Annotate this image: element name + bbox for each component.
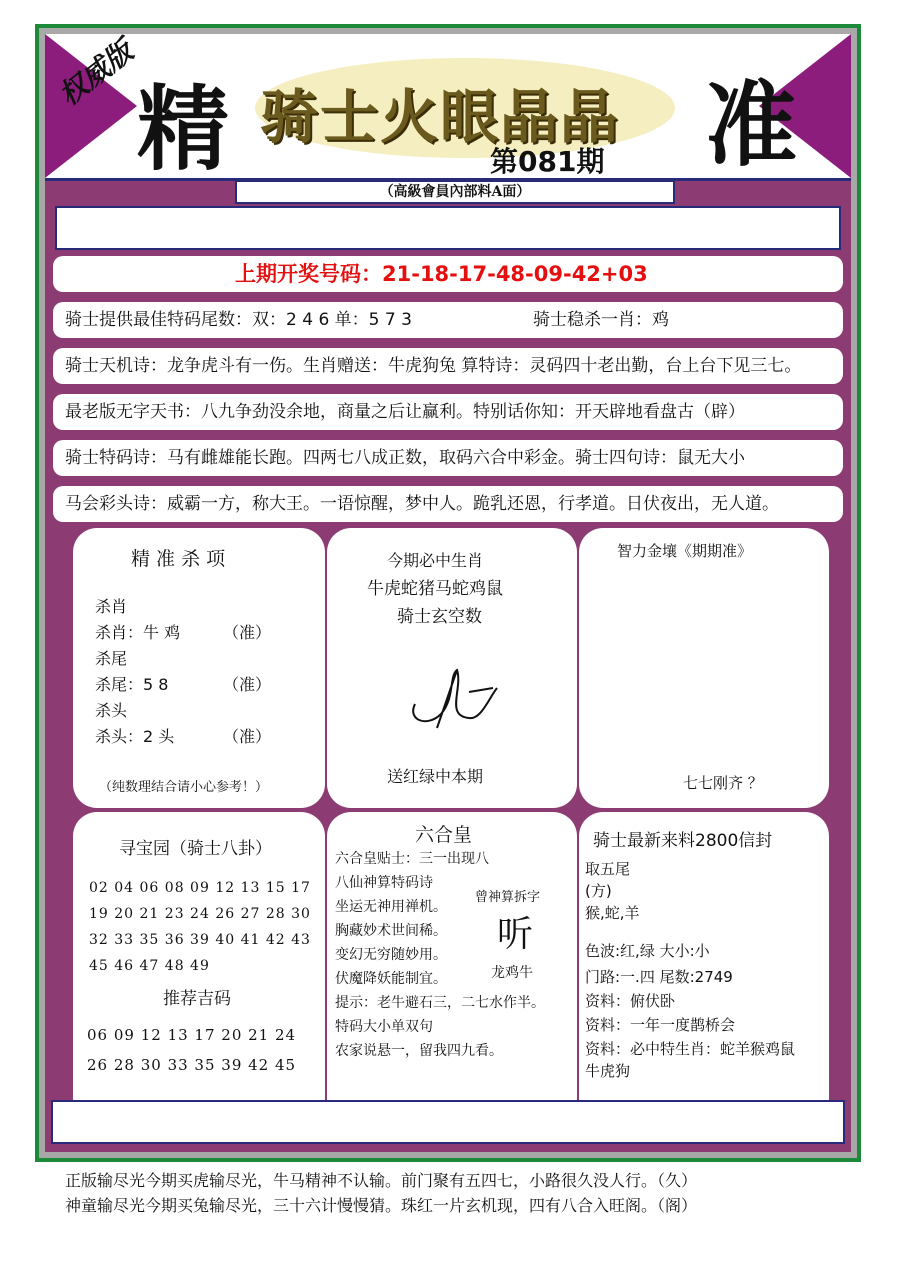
- lucky-numbers-line: 06 09 12 13 17 20 21 24: [87, 1026, 297, 1044]
- zodiac-heading: 今期必中生肖: [387, 551, 484, 570]
- wisdom-title: 智力金壤《期期准》: [617, 542, 753, 560]
- last-draw-numbers: 上期开奖号码：21-18-17-48-09-42+03: [235, 262, 648, 286]
- liuhehuang-panel: [327, 812, 577, 1122]
- kill-one-zodiac: 骑士稳杀一肖：鸡: [533, 310, 669, 330]
- character-split-title: 曾神算拆字: [475, 890, 541, 905]
- treasure-numbers-line: 19 20 21 23 24 26 27 28 30: [89, 906, 311, 922]
- kill-zodiac-accurate: （准）: [223, 623, 272, 642]
- kill-tail-accurate: （准）: [223, 675, 272, 694]
- kill-head-accurate: （准）: [223, 727, 272, 746]
- kill-items-title: 精 准 杀 项: [131, 548, 226, 570]
- poster-frame: [35, 24, 861, 1162]
- latest-info-line: 资料：必中特生肖：蛇羊猴鸡鼠: [585, 1040, 796, 1058]
- treasure-panel: [73, 812, 325, 1122]
- latest-info-line: 牛虎狗: [585, 1062, 631, 1080]
- latest-info-line: (方): [585, 882, 612, 900]
- kill-items-panel: [73, 528, 325, 808]
- edition-label: 权威版: [52, 34, 140, 113]
- treasure-numbers-line: 02 04 06 08 09 12 13 15 17: [89, 880, 311, 896]
- zodiac-panel: [327, 528, 577, 808]
- liuhehuang-line: 胸藏妙术世间稀。: [335, 923, 447, 939]
- liuhehuang-title: 六合皇: [415, 824, 473, 846]
- latest-info-title: 骑士最新来料2800信封: [593, 831, 773, 851]
- lucky-numbers-title: 推荐吉码: [163, 989, 231, 1009]
- liuhehuang-line: 变幻无穷随妙用。: [335, 947, 447, 963]
- zodiac-list: 牛虎蛇猪马蛇鸡鼠: [367, 579, 503, 599]
- treasure-numbers-line: 45 46 47 48 49: [89, 958, 210, 974]
- poem-row-3: 骑士特码诗：马有雌雄能长跑。四两七八成正数，取码六合中彩金。骑士四句诗：鼠无大小: [53, 440, 843, 476]
- kill-head-value: 杀头：2 头: [95, 727, 175, 746]
- kill-tail-value: 杀尾：5 8: [95, 675, 169, 694]
- kill-tail-label: 杀尾: [95, 649, 128, 668]
- footer-line-1: 正版输尽光今期买虎输尽光，牛马精神不认输。前门聚有五四七，小路很久没人行。（久）: [65, 1171, 698, 1190]
- mystic-number-label: 骑士玄空数: [397, 607, 482, 627]
- kill-items-note: （纯数理结合请小心参考！）: [99, 780, 269, 795]
- tail-row: [53, 302, 843, 338]
- zodiac-footer: 送红绿中本期: [387, 767, 484, 786]
- latest-info-line: 猴,蛇,羊: [585, 904, 640, 922]
- liuhehuang-line: 八仙神算特码诗: [335, 875, 433, 891]
- kill-zodiac-value: 杀肖：牛 鸡: [95, 623, 181, 642]
- liuhehuang-line: 六合皇贴士：三一出现八: [335, 851, 489, 867]
- character-split-answer: 龙鸡牛: [491, 965, 533, 981]
- wisdom-panel: [579, 528, 829, 808]
- liuhehuang-line: 特码大小单双句: [335, 1019, 433, 1035]
- split-character: 听: [497, 914, 534, 955]
- blank-banner-bottom: [51, 1100, 845, 1144]
- liuhehuang-line: 提示：老牛避石三，二七水作半。: [335, 995, 545, 1011]
- right-big-char: 准: [705, 71, 798, 179]
- kill-zodiac-label: 杀肖: [95, 597, 128, 616]
- liuhehuang-line: 坐运无神用禅机。: [335, 899, 447, 915]
- footer-line-2: 神童输尽光今期买兔输尽光，三十六计慢慢猜。珠红一片玄机现，四有八合入旺阁。（阁）: [65, 1196, 698, 1215]
- poem-row-2: 最老版无字天书：八九争劲没余地，商量之后让赢利。特别话你知：开天辟地看盘古（辟）: [53, 394, 843, 430]
- treasure-title: 寻宝园（骑士八卦）: [119, 839, 272, 859]
- issue-number: 第081期: [490, 145, 605, 178]
- kill-head-label: 杀头: [95, 701, 128, 720]
- signature-scribble: [397, 658, 507, 738]
- tail-numbers: 骑士提供最佳特码尾数：双：2 4 6 单：5 7 3: [65, 310, 412, 330]
- blank-banner-top: [55, 206, 841, 250]
- latest-info-panel: [579, 812, 829, 1122]
- page-title: 骑士火眼晶晶: [260, 83, 621, 151]
- liuhehuang-line: 农家说悬一，留我四九看。: [335, 1043, 503, 1059]
- latest-info-line: 门路:一.四 尾数:2749: [585, 968, 733, 986]
- latest-info-line: 色波:红,绿 大小:小: [585, 942, 710, 960]
- poem-row-4: 马会彩头诗：威霸一方，称大王。一语惊醒，梦中人。跪乳还恩，行孝道。日伏夜出，无人道。: [53, 486, 843, 522]
- lucky-numbers-line: 26 28 30 33 35 39 42 45: [87, 1056, 297, 1074]
- wisdom-footer: 七七刚齐 ？: [683, 774, 763, 792]
- poster-body: [45, 34, 851, 1152]
- left-big-char: 精: [137, 75, 230, 183]
- latest-info-line: 资料：俯伏卧: [585, 992, 676, 1010]
- last-draw-row: [53, 256, 843, 292]
- liuhehuang-line: 伏魔降妖能制宜。: [335, 971, 447, 987]
- latest-info-line: 资料：一年一度鹊桥会: [585, 1016, 736, 1034]
- latest-info-line: 取五尾: [585, 860, 631, 878]
- subtitle-bar: （高級會員內部料A面）: [235, 180, 675, 204]
- header: [45, 34, 851, 181]
- treasure-numbers-line: 32 33 35 36 39 40 41 42 43: [89, 932, 311, 948]
- poem-row-1: 骑士天机诗：龙争虎斗有一伤。生肖赠送：牛虎狗兔 算特诗：灵码四十老出勤，台上台下见三七。: [53, 348, 843, 384]
